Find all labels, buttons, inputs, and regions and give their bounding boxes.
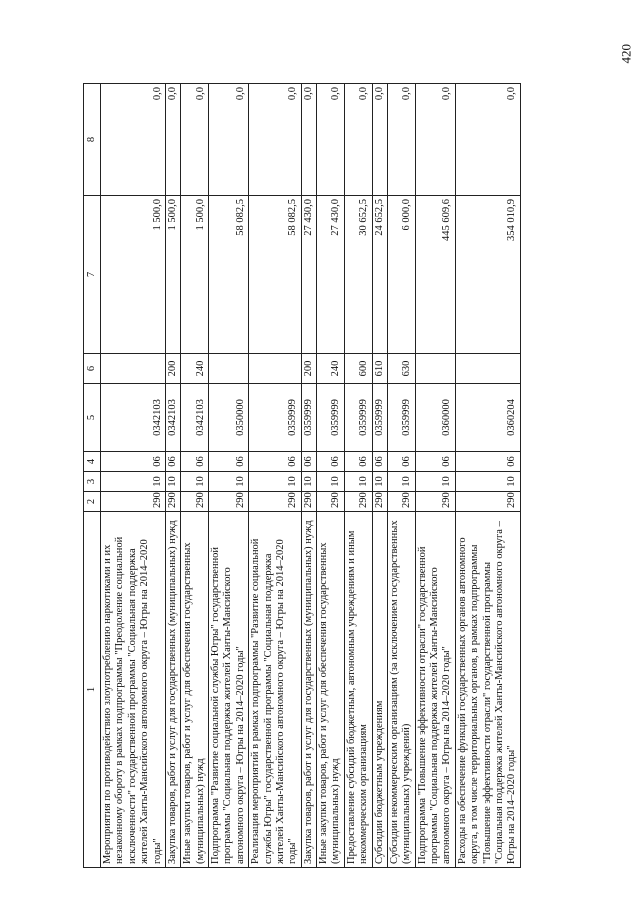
rotated-page [83,84,593,868]
cell-amount: 6 000,0 [387,196,415,354]
table-row [317,84,345,868]
cell-target-item: 0359999 [301,384,316,452]
cell-subsection: 06 [101,452,166,472]
cell-subsection: 06 [249,452,302,472]
cell-section: 10 [181,472,209,492]
cell-admin: 290 [344,492,372,512]
cell-expense-type: 200 [165,354,180,384]
cell-subsection: 06 [415,452,455,472]
table-row [181,84,209,868]
cell-admin: 290 [249,492,302,512]
cell-admin: 290 [372,492,387,512]
row-name: Закупка товаров, работ и услуг для государственных (муниципальных) нужд [301,512,316,868]
table-row [209,84,249,868]
cell-amount: 24 652,5 [372,196,387,354]
cell-amount-2: 0,0 [344,84,372,196]
cell-target-item: 0359999 [387,384,415,452]
cell-amount-2: 0,0 [101,84,166,196]
cell-section: 10 [101,472,166,492]
column-header: 7 [84,196,101,354]
cell-admin: 290 [455,492,520,512]
cell-subsection: 06 [387,452,415,472]
cell-target-item: 0359999 [249,384,302,452]
cell-amount: 27 430,0 [317,196,345,354]
cell-target-item: 0360000 [415,384,455,452]
row-name: Реализация мероприятий в рамках подпрограммы "Развитие социальной службы Югры" государственной программы "Социальная поддержка жителей Ханты-Мансийского автономного округа – Югры на 2014–2020 годы" [249,512,302,868]
cell-amount-2: 0,0 [317,84,345,196]
row-name: Закупка товаров, работ и услуг для государственных (муниципальных) нужд [165,512,180,868]
table-row [415,84,455,868]
cell-expense-type: 240 [181,354,209,384]
cell-expense-type: 610 [372,354,387,384]
cell-target-item: 0342103 [101,384,166,452]
cell-section: 10 [344,472,372,492]
cell-amount: 445 609,6 [415,196,455,354]
cell-admin: 290 [101,492,166,512]
cell-target-item: 0360204 [455,384,520,452]
cell-section: 10 [455,472,520,492]
cell-section: 10 [301,472,316,492]
cell-section: 10 [165,472,180,492]
table-row [101,84,166,868]
cell-amount-2: 0,0 [209,84,249,196]
row-name: Иные закупки товаров, работ и услуг для обеспечения государственных (муниципальных) нужд [317,512,345,868]
cell-expense-type [209,354,249,384]
cell-admin: 290 [317,492,345,512]
column-header: 4 [84,452,101,472]
cell-subsection: 06 [455,452,520,472]
cell-amount-2: 0,0 [249,84,302,196]
cell-expense-type [249,354,302,384]
cell-admin: 290 [415,492,455,512]
row-name: Мероприятия по противодействию злоупотреблению наркотиками и их незаконному обороту в рамках подпрограммы "Преодоление социальной исключенности" государственной программы "Социальная поддержка жителей Ханты-Мансийского автономного округа – Югры на 2014–2020 годы" [101,512,166,868]
cell-admin: 290 [165,492,180,512]
cell-amount-2: 0,0 [165,84,180,196]
row-name: Субсидии некоммерческим организациям (за исключением государственных (муниципальных) учреждений) [387,512,415,868]
cell-amount-2: 0,0 [372,84,387,196]
cell-amount-2: 0,0 [415,84,455,196]
table-row [301,84,316,868]
budget-table [83,83,521,868]
cell-amount: 30 652,5 [344,196,372,354]
cell-target-item: 0342103 [181,384,209,452]
cell-section: 10 [317,472,345,492]
cell-amount: 27 430,0 [301,196,316,354]
cell-section: 10 [372,472,387,492]
cell-expense-type [455,354,520,384]
cell-subsection: 06 [165,452,180,472]
cell-admin: 290 [209,492,249,512]
column-header: 2 [84,492,101,512]
cell-target-item: 0350000 [209,384,249,452]
row-name: Подпрограмма "Развитие социальной службы Югры" государственной программы "Социальная поддержка жителей Ханты-Мансийского автономного округа – Югры на 2014–2020 годы" [209,512,249,868]
cell-expense-type: 200 [301,354,316,384]
table-row [344,84,372,868]
table-row [165,84,180,868]
cell-section: 10 [387,472,415,492]
row-name: Расходы на обеспечение функций государственных органов автономного округа, в том числе территориальных органов, в рамках подпрограммы "Повышение эффективности отрасли" государственной программы "Социальная поддержка жителей Ханты-Мансийского автономного округа – Югры на 2014–2020 годы" [455,512,520,868]
cell-amount: 1 500,0 [165,196,180,354]
cell-amount: 1 500,0 [181,196,209,354]
cell-expense-type: 630 [387,354,415,384]
cell-expense-type [101,354,166,384]
column-header: 8 [84,84,101,196]
cell-section: 10 [415,472,455,492]
cell-expense-type [415,354,455,384]
row-name: Предоставление субсидий бюджетным, автономным учреждениям и иным некоммерческим организациям [344,512,372,868]
column-header: 1 [84,512,101,868]
cell-subsection: 06 [372,452,387,472]
cell-section: 10 [249,472,302,492]
cell-amount: 58 082,5 [249,196,302,354]
cell-amount: 1 500,0 [101,196,166,354]
column-header: 5 [84,384,101,452]
cell-admin: 290 [301,492,316,512]
cell-subsection: 06 [181,452,209,472]
cell-subsection: 06 [209,452,249,472]
table-row [372,84,387,868]
cell-amount: 354 010,9 [455,196,520,354]
cell-target-item: 0359999 [344,384,372,452]
cell-subsection: 06 [317,452,345,472]
table-row [249,84,302,868]
column-header: 6 [84,354,101,384]
cell-expense-type: 600 [344,354,372,384]
cell-admin: 290 [181,492,209,512]
table-row [387,84,415,868]
cell-amount: 58 082,5 [209,196,249,354]
table-row [455,84,520,868]
cell-amount-2: 0,0 [181,84,209,196]
cell-target-item: 0359999 [317,384,345,452]
cell-expense-type: 240 [317,354,345,384]
row-name: Иные закупки товаров, работ и услуг для обеспечения государственных (муниципальных) нужд [181,512,209,868]
cell-section: 10 [209,472,249,492]
row-name: Субсидии бюджетным учреждениям [372,512,387,868]
row-name: Подпрограмма "Повышение эффективности отрасли" государственной программы "Социальная поддержка жителей Ханты-Мансийского автономного округа – Югры на 2014–2020 годы" [415,512,455,868]
cell-amount-2: 0,0 [301,84,316,196]
cell-amount-2: 0,0 [455,84,520,196]
cell-amount-2: 0,0 [387,84,415,196]
page-number: 420 [618,44,633,64]
cell-admin: 290 [387,492,415,512]
cell-target-item: 0342103 [165,384,180,452]
column-header: 3 [84,472,101,492]
cell-subsection: 06 [344,452,372,472]
header-row [84,84,101,868]
cell-target-item: 0359999 [372,384,387,452]
cell-subsection: 06 [301,452,316,472]
